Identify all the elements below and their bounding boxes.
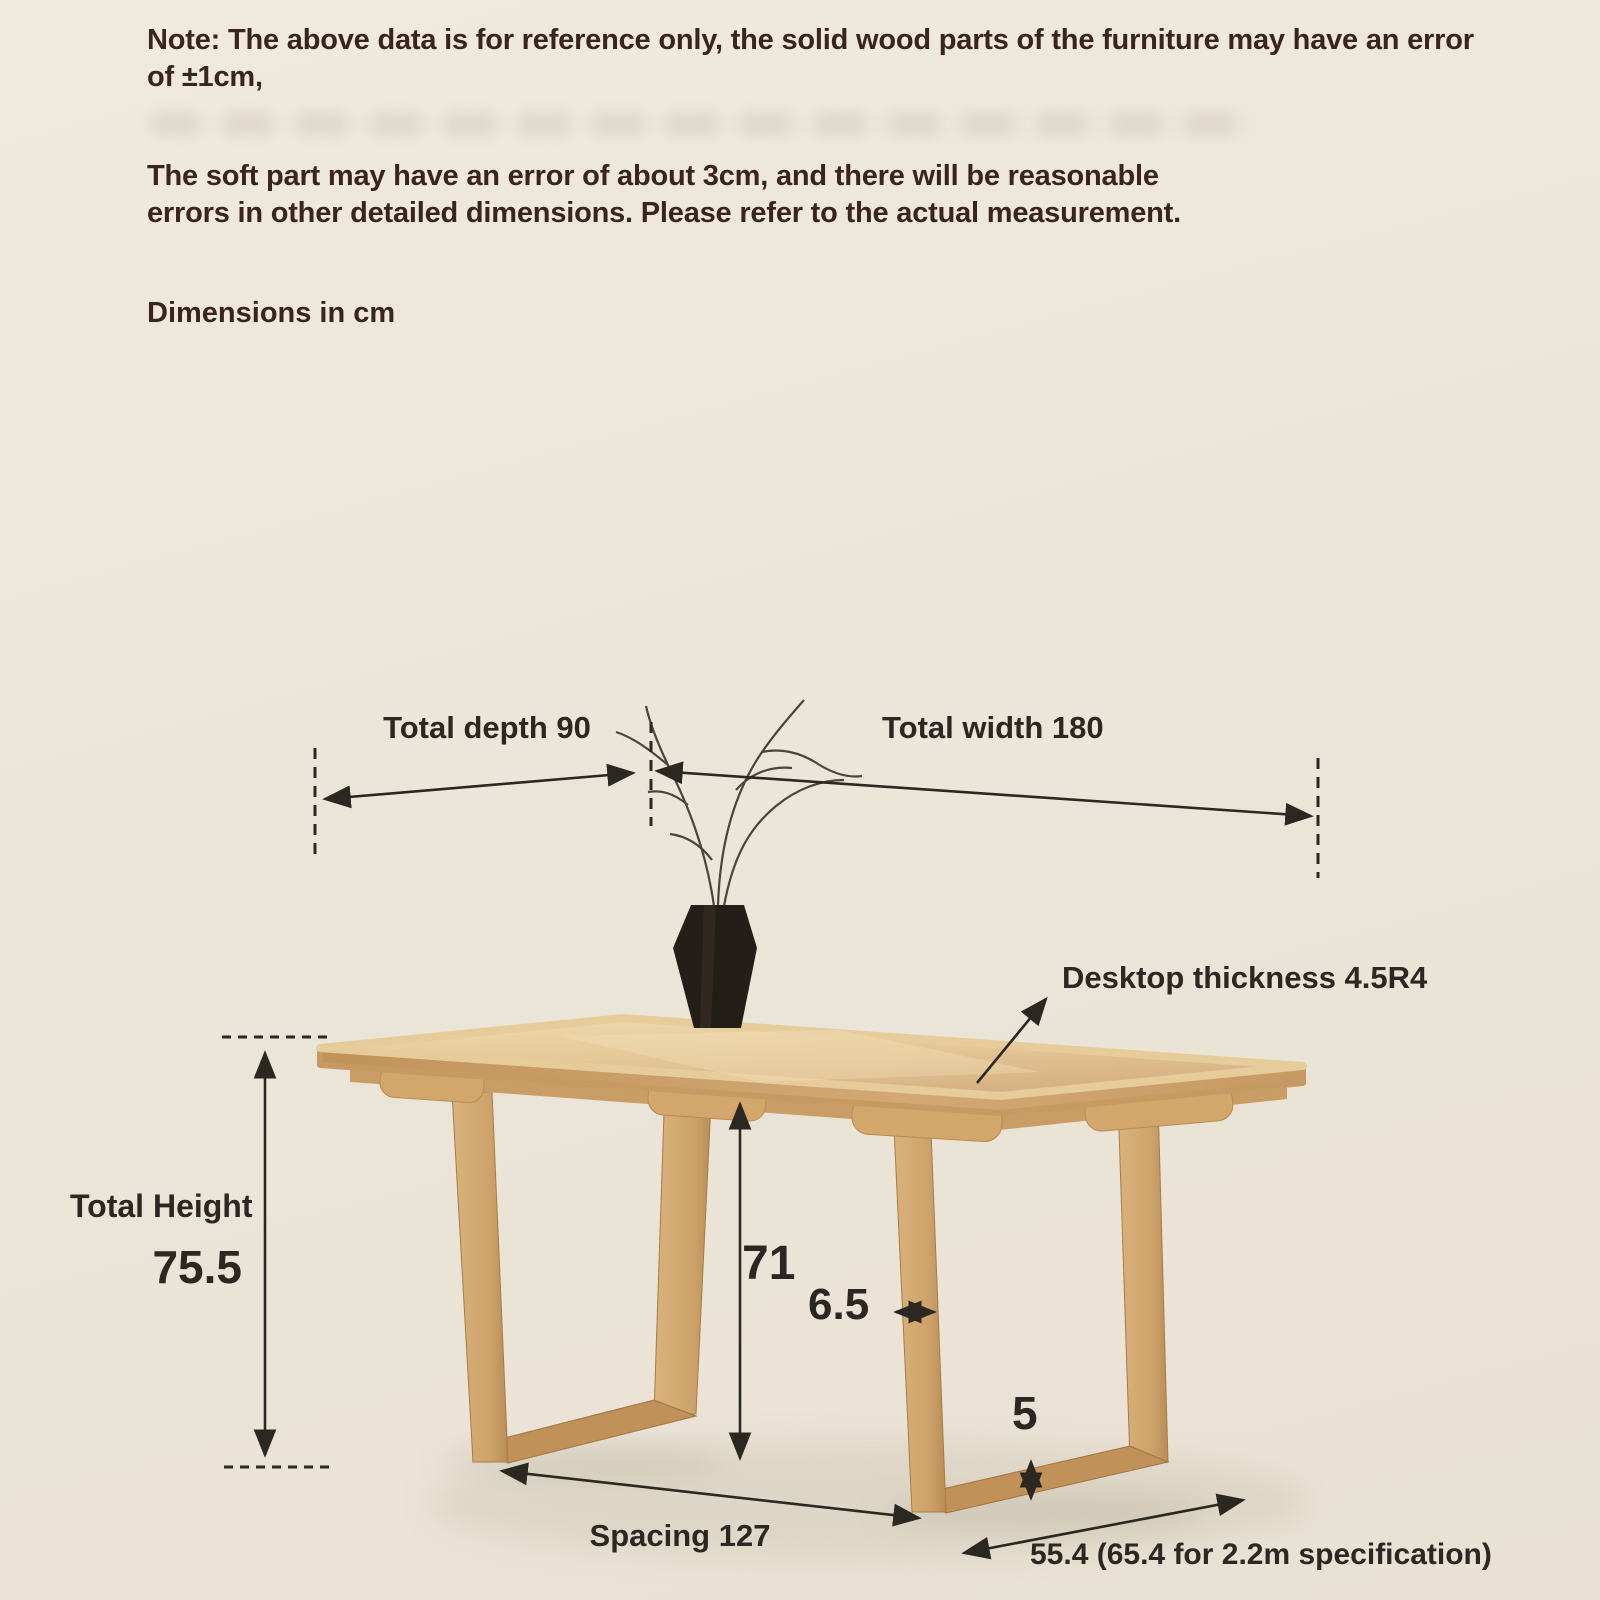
table-illustration — [320, 1018, 1303, 1513]
note-line-4: errors in other detailed dimensions. Please refer to the actual measurement. — [147, 197, 1181, 229]
vase-decor — [616, 700, 862, 1028]
width-arrow — [657, 771, 1311, 816]
depth-arrow — [325, 773, 633, 799]
total-height-label: Total Height — [70, 1188, 253, 1224]
note-line-3: The soft part may have an error of about 3cm, and there will be reasonable — [147, 160, 1159, 192]
left-leg-front-post — [452, 1092, 508, 1462]
total-width-label: Total width 180 — [882, 710, 1104, 745]
note-line-2: of ±1cm, — [147, 61, 263, 93]
desktop-thickness-label: Desktop thickness 4.5R4 — [1062, 960, 1428, 995]
right-leg-back-post — [1118, 1100, 1168, 1462]
leg-spacing-label: Spacing 127 — [589, 1518, 771, 1553]
bottom-rail-thickness-value: 5 — [1012, 1387, 1038, 1439]
leg-post-thickness-value: 6.5 — [808, 1280, 870, 1329]
base-depth-label: 55.4 (65.4 for 2.2m specification) — [1030, 1538, 1492, 1571]
leg-clearance-height-value: 71 — [742, 1237, 796, 1290]
note-line-1: Note: The above data is for reference only, the solid wood parts of the furniture may have an error — [147, 24, 1474, 56]
dimensions-unit-note: Dimensions in cm — [147, 297, 396, 329]
total-depth-label: Total depth 90 — [383, 710, 591, 745]
left-leg-back-post — [654, 1082, 712, 1414]
total-height-value: 75.5 — [152, 1241, 242, 1293]
branches — [616, 700, 862, 906]
